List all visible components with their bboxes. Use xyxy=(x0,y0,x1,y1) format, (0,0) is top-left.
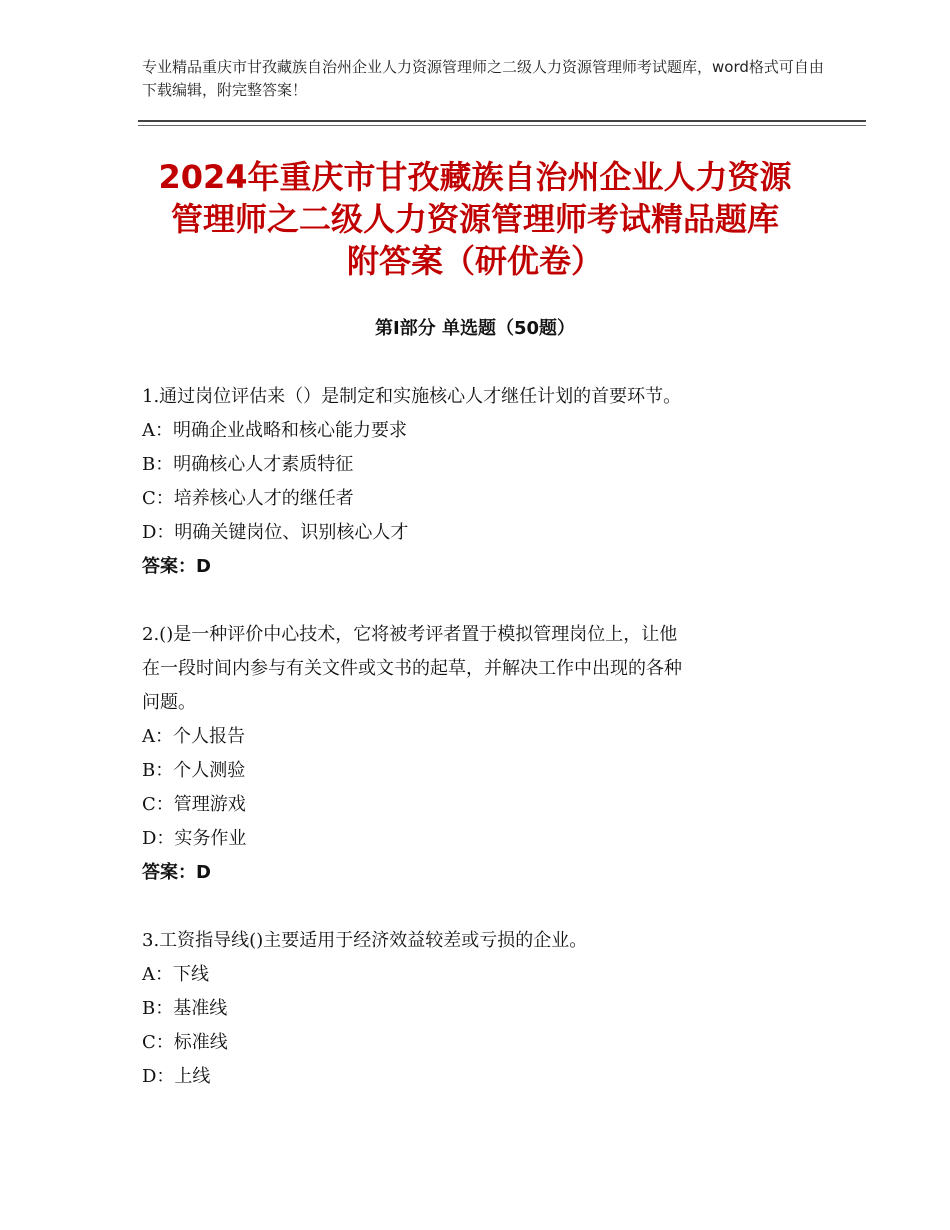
title-line-2: 管理师之二级人力资源管理师考试精品题库 xyxy=(170,200,779,238)
header-divider xyxy=(138,120,866,122)
option-a: A：下线 xyxy=(142,964,209,985)
title-line-1: 2024年重庆市甘孜藏族自治州企业人力资源 xyxy=(158,158,792,196)
question-stem-continued: 问题。 xyxy=(142,692,196,713)
question-2 xyxy=(142,618,802,890)
title-line-3: 附答案（研优卷） xyxy=(346,242,603,280)
option-d: D：实务作业 xyxy=(142,828,247,849)
option-c: C：管理游戏 xyxy=(142,794,246,815)
option-a: A：明确企业战略和核心能力要求 xyxy=(142,420,407,441)
document-title xyxy=(120,156,830,282)
option-c: C：培养核心人才的继任者 xyxy=(142,488,354,509)
spacer xyxy=(142,584,802,618)
section-heading: 第Ⅰ部分 单选题（50题） xyxy=(374,318,575,339)
option-b: B：个人测验 xyxy=(142,760,246,781)
question-stem: 1.通过岗位评估来（）是制定和实施核心人才继任计划的首要环节。 xyxy=(142,386,682,407)
option-d: D：上线 xyxy=(142,1066,211,1087)
answer-text: 答案：D xyxy=(142,862,211,883)
question-list xyxy=(142,380,802,1094)
answer-text: 答案：D xyxy=(142,556,211,577)
question-stem: 3.工资指导线()主要适用于经济效益较差或亏损的企业。 xyxy=(142,930,588,951)
option-c: C：标准线 xyxy=(142,1032,228,1053)
header-divider-thin xyxy=(138,125,866,126)
question-3 xyxy=(142,924,802,1094)
option-b: B：基准线 xyxy=(142,998,228,1019)
page-header-text: 专业精品重庆市甘孜藏族自治州企业人力资源管理师之二级人力资源管理师考试题库，word格式可自由下载编辑，附完整答案！ xyxy=(142,58,824,99)
option-d: D：明确关键岗位、识别核心人才 xyxy=(142,522,409,543)
question-stem-continued: 在一段时间内参与有关文件或文书的起草，并解决工作中出现的各种 xyxy=(142,658,682,679)
question-1 xyxy=(142,380,802,584)
spacer xyxy=(142,890,802,924)
option-b: B：明确核心人才素质特征 xyxy=(142,454,354,475)
option-a: A：个人报告 xyxy=(142,726,245,747)
question-stem: 2.()是一种评价中心技术，它将被考评者置于模拟管理岗位上，让他 xyxy=(142,624,678,645)
